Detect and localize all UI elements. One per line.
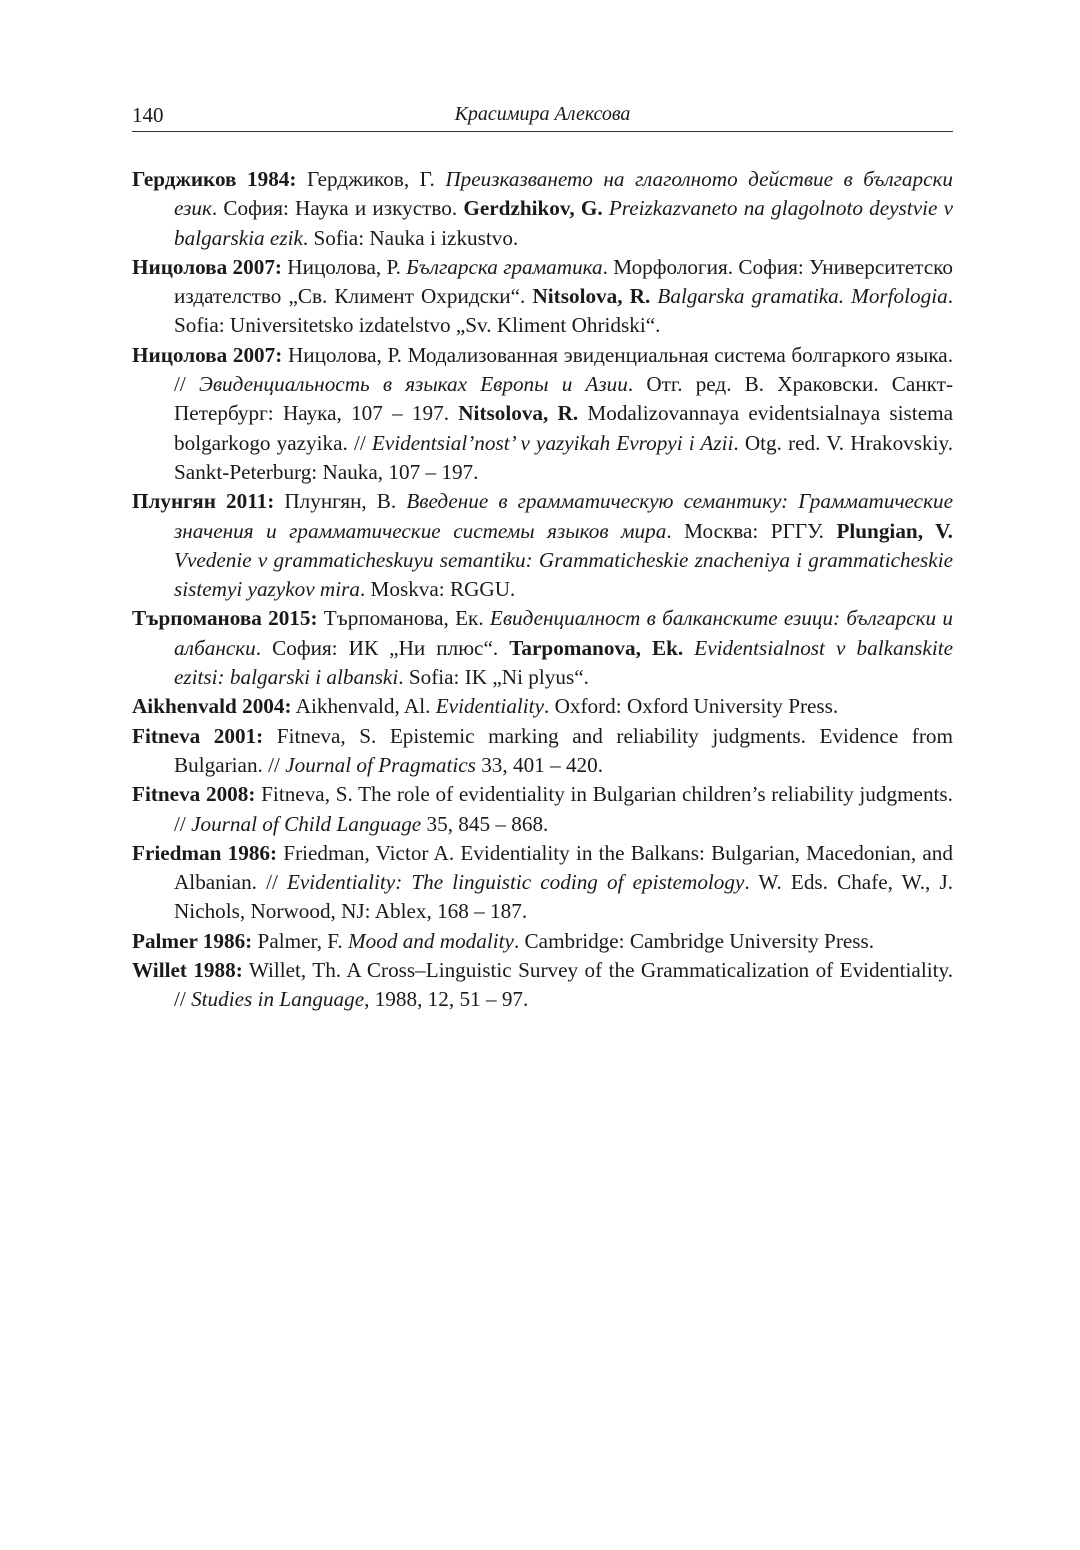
reference-text: Willet, Th. A Cross–Linguistic Survey of the Grammaticalization of Evidentiality. // — [174, 958, 954, 1012]
reference-text: . Отг. ред. В. Храковски. Санкт-Петербург: Наука, 107 – 197. — [174, 372, 954, 426]
reference-key: Fitneva 2001: — [132, 723, 264, 748]
reference-entry — [132, 165, 953, 253]
page-number: 140 — [132, 103, 164, 127]
reference-text: Ницолова, Р. — [281, 254, 407, 279]
reference-key: Palmer 1986: — [132, 928, 253, 953]
reference-text: . Sofia: Universitetsko izdatelstvo „Sv. Kliment Ohridski“. — [174, 284, 953, 338]
reference-text: Плунгян, В. — [274, 489, 407, 514]
reference-text: . Москва: РГГУ. — [666, 518, 837, 543]
reference-text: . Oxford: Oxford University Press. — [543, 694, 839, 719]
reference-text: . Moskva: RGGU. — [359, 577, 516, 602]
reference-text: . Cambridge: Cambridge University Press. — [513, 928, 875, 953]
reference-title: Journal of Child Language — [191, 811, 422, 836]
reference-list — [132, 165, 953, 1015]
reference-title: Vvedenie v grammaticheskuyu semantiku: Grammaticheskie znacheniya i grammaticheskie sistemyi yazykov mira — [174, 547, 953, 602]
reference-text: . Sofia: IK „Ni plyus“. — [398, 665, 589, 690]
reference-author-translit: Nitsolova, R. — [458, 401, 579, 426]
reference-key: Герджиков 1984: — [132, 167, 297, 191]
reference-text: Ницолова, Р. Модализованная эвиденциальная система болгаркого языка. // — [174, 342, 953, 397]
reference-text: . W. Eds. Chafe, W., J. Nichols, Norwood, NJ: Ablex, 168 – 187. — [174, 870, 953, 924]
reference-text: Aikhenvald, Al. — [291, 694, 436, 719]
reference-entry — [132, 341, 953, 487]
reference-key: Friedman 1986: — [132, 840, 278, 865]
reference-key: Ницолова 2007: — [132, 342, 283, 367]
reference-text: . Морфология. София: Университетско издателство „Св. Климент Охридски“. — [174, 254, 953, 309]
reference-text: . Otg. red. V. Hrakovskiy. Sankt-Peterburg: Nauka, 107 – 197. — [174, 430, 953, 484]
reference-author-translit: Plungian, V. — [836, 518, 953, 543]
reference-author-translit: Nitsolova, R. — [532, 284, 651, 309]
reference-title: Евиденциалност в балканските езици: български и албански — [174, 606, 953, 660]
reference-key: Ницолова 2007: — [132, 254, 282, 279]
reference-text: . София: Наука и изкуство. — [211, 196, 464, 221]
reference-entry — [132, 487, 953, 604]
reference-entry — [132, 927, 953, 956]
reference-title: Mood and modality — [347, 928, 514, 953]
reference-title: Evidentsial’nost’ v yazyikah Evropyi i Azii — [371, 430, 734, 455]
reference-entry — [132, 253, 953, 341]
reference-text: . София: ИК „Ни плюс“. — [255, 635, 510, 660]
reference-entry — [132, 839, 953, 927]
reference-title: Preizkazvaneto na glagolnoto deystvie v balgarskia ezik — [174, 196, 954, 250]
reference-text: Palmer, F. — [252, 928, 348, 953]
reference-title: Българска граматика — [406, 254, 603, 279]
reference-key: Willet 1988: — [132, 958, 243, 983]
reference-title: Введение в грамматическую семантику: Грамматические значения и грамматические системы языков мира — [174, 489, 953, 543]
reference-entry — [132, 722, 953, 781]
reference-key: Aikhenvald 2004: — [132, 694, 292, 719]
reference-text: 33, 401 – 420. — [475, 752, 604, 777]
reference-entry — [132, 604, 953, 692]
reference-text: . Sofia: Nauka i izkustvo. — [302, 225, 519, 250]
reference-text: Герджиков, Г. — [296, 167, 446, 191]
running-header — [132, 100, 953, 132]
reference-entry — [132, 692, 953, 721]
reference-title: Evidentiality — [435, 694, 544, 719]
running-title: Красимира Алексова — [454, 103, 631, 125]
reference-entry — [132, 780, 953, 839]
reference-title: Evidentiality: The linguistic coding of epistemology — [286, 870, 745, 895]
reference-text: Fitneva, S. Epistemic marking and reliability judgments. Evidence from Bulgarian. // — [174, 723, 953, 777]
reference-text: Търпоманова, Ек. — [317, 606, 490, 631]
reference-text: Friedman, Victor A. Evidentiality in the Balkans: Bulgarian, Macedonian, and Albanian. // — [174, 840, 953, 895]
reference-text: Fitneva, S. The role of evidentiality in Bulgarian children’s reliability judgments. // — [174, 782, 953, 836]
reference-text: , 1988, 12, 51 – 97. — [364, 987, 529, 1012]
reference-key: Плунгян 2011: — [132, 489, 275, 514]
reference-title: Studies in Language — [191, 987, 365, 1012]
reference-key: Fitneva 2008: — [132, 782, 256, 807]
reference-text: Modalizovannaya evidentsialnaya sistema bolgarkogo yazyika. // — [174, 401, 953, 455]
reference-text: 35, 845 – 868. — [421, 811, 549, 836]
reference-title: Evidentsialnost v balkanskite ezitsi: balgarski i albanski — [174, 635, 954, 690]
reference-title: Balgarska gramatika. Morfologia — [657, 284, 948, 309]
reference-entry — [132, 956, 953, 1015]
reference-author-translit: Gerdzhikov, G. — [463, 196, 603, 221]
reference-title: Journal of Pragmatics — [285, 752, 476, 777]
reference-title: Преизказването на глаголното действие в български език — [174, 167, 953, 221]
reference-author-translit: Tarpomanova, Ek. — [509, 635, 684, 660]
reference-title: Эвиденциальность в языках Европы и Азии — [198, 372, 628, 397]
reference-key: Търпоманова 2015: — [132, 606, 318, 631]
reference-text — [683, 636, 694, 660]
